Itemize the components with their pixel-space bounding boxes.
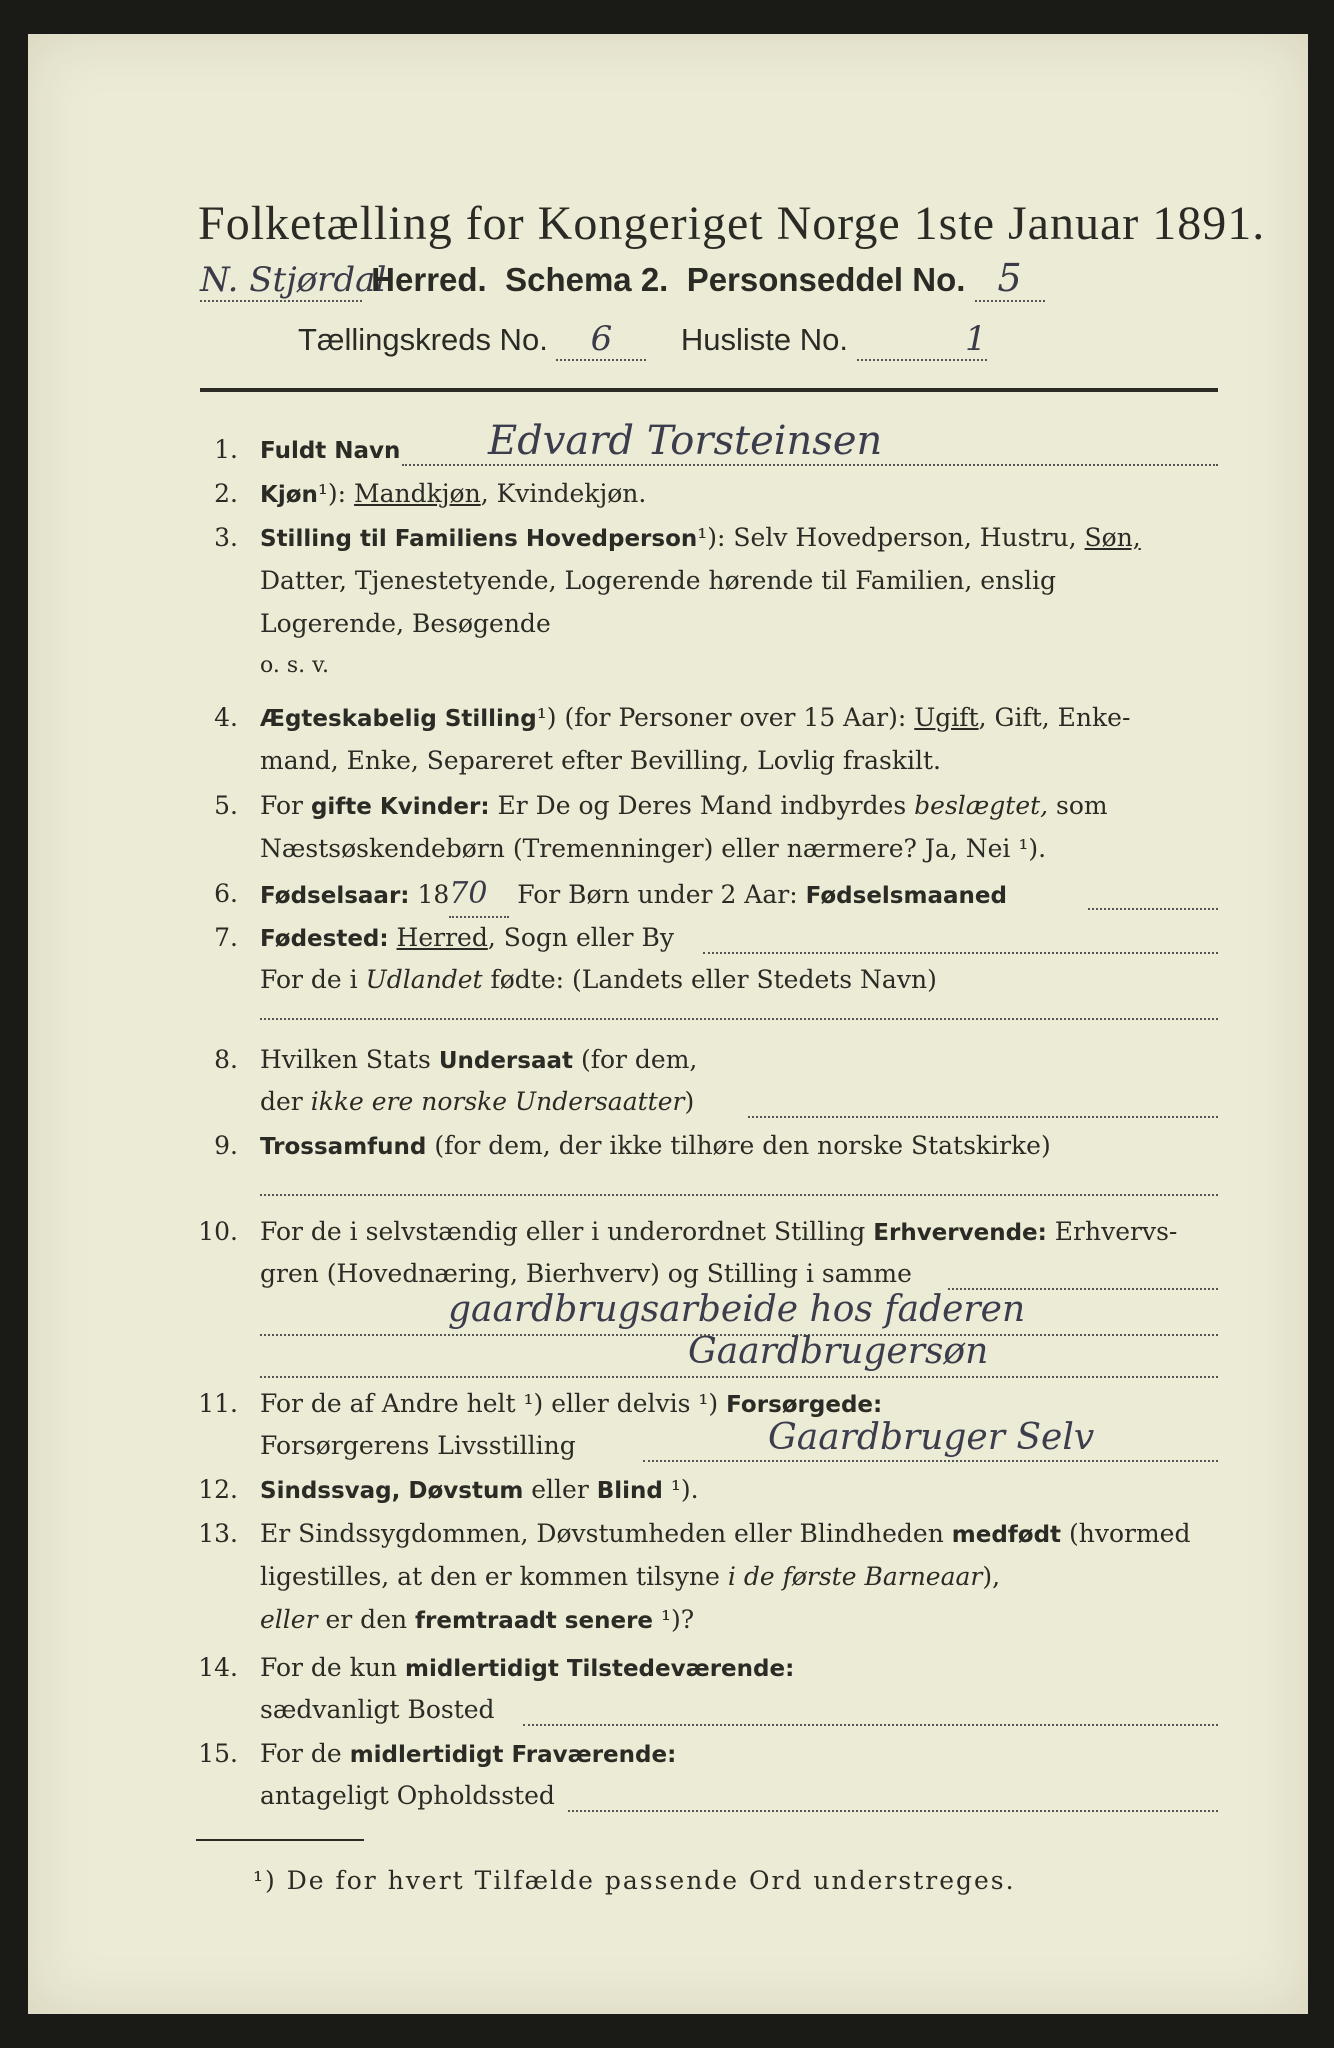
schema-label: Schema 2. <box>505 261 669 298</box>
occupation-value: gaardbrugsarbeide hos faderen <box>448 1289 1026 1330</box>
occupation-position-value: Gaardbrugersøn <box>688 1331 989 1372</box>
name-value: Edvard Torsteinsen <box>488 418 883 464</box>
personseddel-label: Personseddel No. <box>686 261 966 298</box>
kreds-value: 6 <box>590 319 613 359</box>
position-selected: Søn, <box>1084 523 1141 552</box>
header-line-1 <box>200 256 1045 302</box>
footnote-rule <box>196 1839 364 1841</box>
header-line-2 <box>298 319 987 361</box>
husliste-value: 1 <box>964 319 987 359</box>
marital-selected: Ugift <box>914 703 979 732</box>
birth-year-value: 70 <box>449 876 488 911</box>
birthplace-selected: Herred <box>396 923 488 952</box>
herred-value: N. Stjørdal <box>200 260 387 300</box>
census-form-sheet: Folketælling for Kongeriget Norge 1ste Januar 1891. N. Stjørdal Herred. Schema 2. Personseddel No. 5 Tællingskreds No. 6 Husliste No. 1 1. Fuldt Navn Edvard Torsteinsen 2. Kjøn¹): Mandkjøn, Kvindekjøn. 3. Stilling til Familiens Hovedperson¹): Selv Hovedperson, Hustru, Søn, Datter, Tjenestetyende, Logerende hørende til Familien, enslig Logerende, Besøgende o. s. v. 4. Ægteskabelig Stilling¹) (for Personer over 15 Aar): Ugift, Gift, Enke- mand, Enke, Separeret efter Bevilling, Lovlig fraskilt. 5. For gifte Kvinder: Er De og Deres Mand indbyrdes beslægtet, som Næstsøskendebørn (Tremenninger) eller nærmere? Ja, Nei ¹). 6. Fødselsaar: 1870 For Børn under 2 Aar: Fødselsmaaned 7. Fødested: Herred, Sogn eller By For de i Udlandet fødte: (Landets eller Stedets Navn) 8. Hvilken Stats Undersaat (for dem, der ikke ere norske Undersaatter) 9. Trossamfund (for dem, der ikke tilhøre den norske Statskirke) 10. For de i selvstændig eller i underordnet Stilling Erhvervende: Erhvervs- gren (Hovednæring, Bierhverv) og Stilling i samme gaardbrugsarbeide hos faderen Gaardbrugersøn 11. For de af Andre helt ¹) eller delvis ¹) Forsørgede: Forsørgerens Livsstilling Gaardbruger Selv 12. Sindssvag, Døvstum eller Blind ¹). 13. Er Sindssygdommen, Døvstumheden eller Blindheden medfødt (hvormed ligestilles, at den er kommen tilsyne i de første Barneaar), eller er den fremtraadt senere ¹)? 14. For de kun midlertidigt Tilstedeværende: sædvanligt Bosted 15. For de midlertidigt Fraværende: antageligt Opholdssted ¹) De for hvert Tilfælde passende Ord understreges. <box>28 34 1308 2014</box>
husliste-label: Husliste No. <box>680 322 848 357</box>
sex-selected: Mandkjøn <box>354 479 481 508</box>
header-rule <box>200 388 1218 392</box>
form-title: Folketælling for Kongeriget Norge 1ste Januar 1891. <box>198 197 1266 250</box>
name-label: Fuldt Navn <box>260 438 401 464</box>
provider-value: Gaardbruger Selv <box>768 1417 1095 1458</box>
herred-label: Herred. <box>371 261 487 298</box>
kreds-label: Tællingskreds No. <box>298 322 548 357</box>
footnote: ¹) De for hvert Tilfælde passende Ord understreges. <box>253 1866 1016 1895</box>
personseddel-value: 5 <box>997 256 1022 300</box>
